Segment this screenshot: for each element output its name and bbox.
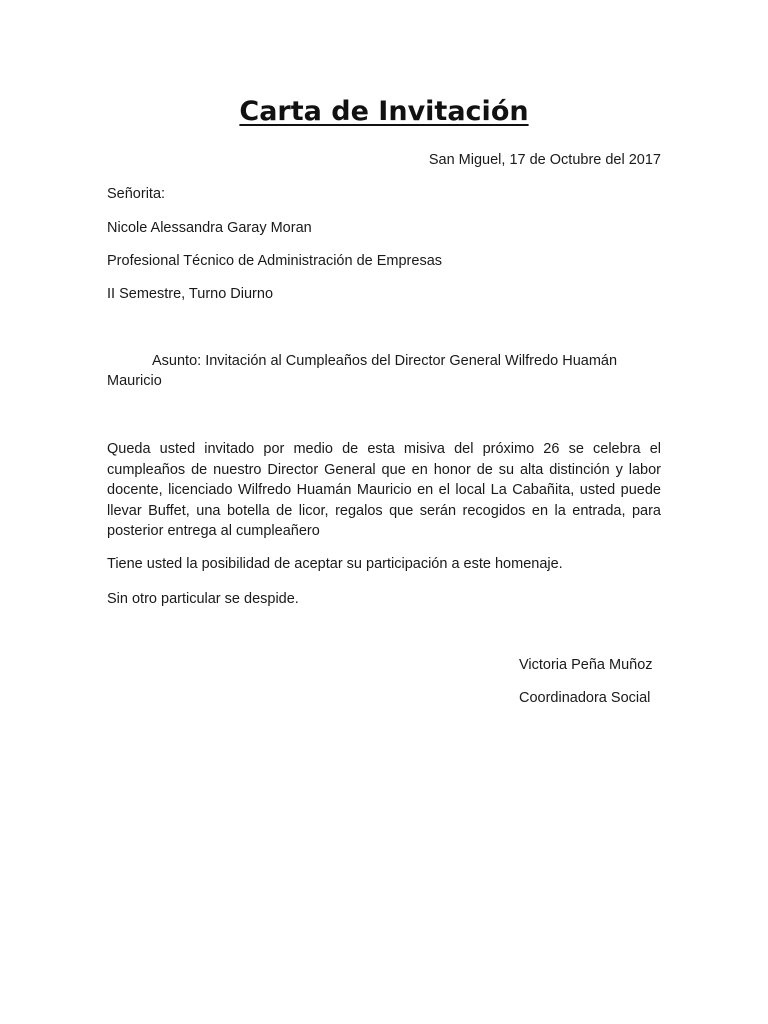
signer-role: Coordinadora Social (519, 690, 651, 706)
letter-farewell: Sin otro particular se despide. (107, 591, 299, 607)
letter-body: Queda usted invitado por medio de esta misiva del próximo 26 se celebra el cumpleaños de nuestro Director General que en honor de su alta distinción y labor docente, licenciado Wilfredo Huamán Mauricio en el local La Cabañita, usted puede llevar Buffet, una botella de licor, regalos que serán recogidos en la entrada, para posterior entrega al cumpleañero (107, 441, 661, 539)
salutation: Señorita: (107, 186, 166, 202)
letter-title: Carta de Invitación (239, 96, 529, 127)
recipient-program: Profesional Técnico de Administración de Empresas (107, 253, 443, 269)
signer-name: Victoria Peña Muñoz (519, 657, 653, 673)
letter-date: San Miguel, 17 de Octubre del 2017 (428, 152, 661, 168)
letter-possibility: Tiene usted la posibilidad de aceptar su participación a este homenaje. (107, 556, 563, 572)
recipient-semester: II Semestre, Turno Diurno (107, 286, 274, 302)
recipient-name: Nicole Alessandra Garay Moran (107, 220, 312, 236)
letter-subject: Asunto: Invitación al Cumpleaños del Director General Wilfredo Huamán Mauricio (107, 353, 618, 389)
